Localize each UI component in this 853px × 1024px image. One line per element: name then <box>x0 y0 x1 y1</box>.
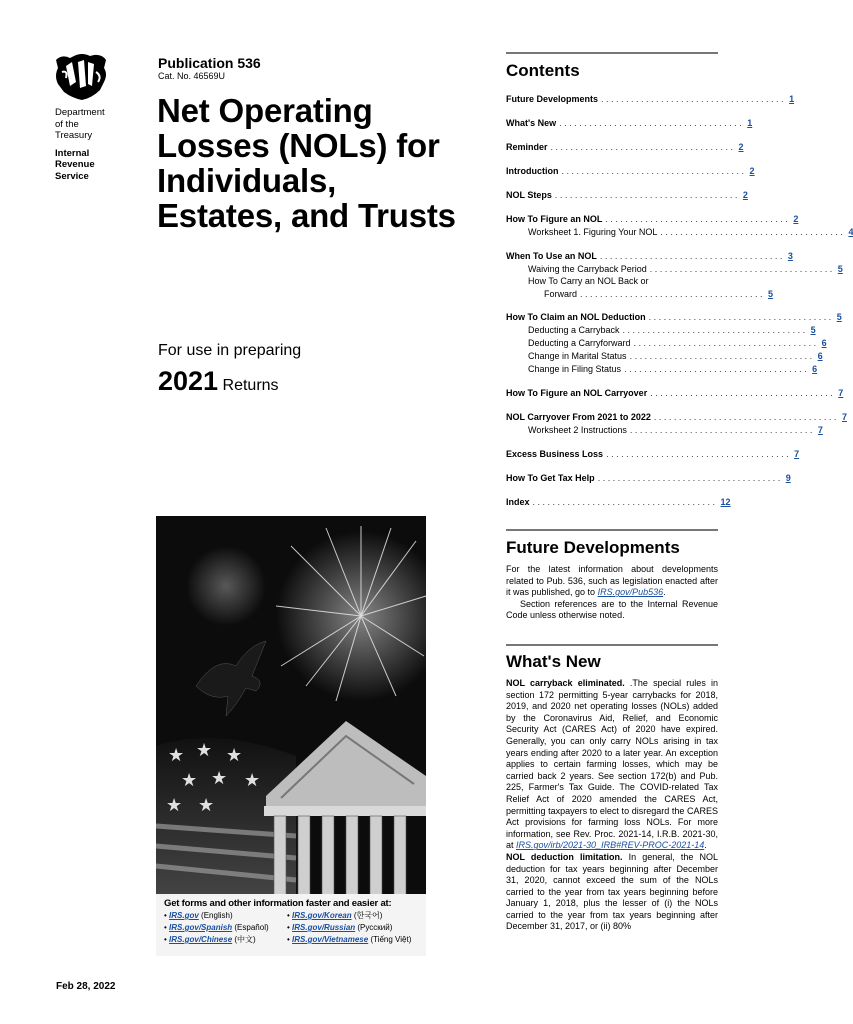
svg-text:★: ★ <box>226 745 243 766</box>
irs-link-chinese[interactable]: IRS.gov/Chinese <box>169 935 233 944</box>
toc-page-link[interactable]: 6 <box>821 338 827 348</box>
dept-line: Department <box>55 107 105 118</box>
irs-link-russian[interactable]: IRS.gov/Russian <box>292 923 356 932</box>
future-section <box>506 564 718 622</box>
get-forms-heading: Get forms and other information faster and easier at: <box>164 898 392 909</box>
returns-label: Returns <box>222 377 279 394</box>
irs-line: Internal <box>55 147 90 159</box>
toc-entry[interactable]: When To Use an NOL ..................................... 3 <box>506 251 793 261</box>
limitation-lead: NOL deduction limitation. <box>506 851 623 862</box>
irs-link-korean[interactable]: IRS.gov/Korean <box>292 911 352 920</box>
dept-line: Treasury <box>55 130 93 141</box>
toc-page-link[interactable]: 1 <box>747 118 753 128</box>
future-heading: Future Developments <box>506 538 680 557</box>
svg-text:★: ★ <box>244 770 261 791</box>
toc-page-link[interactable]: 2 <box>749 166 755 176</box>
fireworks-eagle-capitol-image <box>156 516 426 896</box>
limitation-paragraph: NOL deduction limitation. In general, the NOL deduction for tax years beginning after December 31, 2020, cannot exceed the sum of the NOLs carried to the year from tax years beginning before January 1, 2018, plus the lesser of (i) the NOLs carried to the year from tax years beginning after December 31, 2017, or (ii) 80% <box>506 851 718 932</box>
irs-eagle-logo <box>52 52 110 102</box>
svg-text:★: ★ <box>198 795 215 816</box>
svg-text:★: ★ <box>181 770 198 791</box>
toc-page-link[interactable]: 5 <box>837 264 843 274</box>
tax-year <box>158 366 279 397</box>
toc-subentry[interactable]: Forward ..................................... 5 <box>544 289 774 299</box>
toc-entry[interactable]: Introduction ..................................... 2 <box>506 166 755 176</box>
irs-line: Service <box>55 170 89 182</box>
toc-entry[interactable]: How To Get Tax Help ..................................... 9 <box>506 473 791 483</box>
dept-line: of the <box>55 118 79 130</box>
page-title: Net Operating Losses (NOLs) for Individuals, Estates, and Trusts <box>157 92 456 234</box>
catalog-number: Cat. No. 46569U <box>158 71 226 81</box>
whatsnew-section <box>506 678 718 933</box>
toc-entry[interactable]: Excess Business Loss ..................................... 7 <box>506 449 800 459</box>
svg-text:★: ★ <box>166 795 183 816</box>
toc-subentry[interactable]: Worksheet 2 Instructions ..................................... 7 <box>528 425 823 435</box>
toc-page-link[interactable]: 2 <box>738 142 744 152</box>
whatsnew-rule <box>506 644 718 646</box>
toc-page-link[interactable]: 1 <box>789 94 795 104</box>
toc-subentry: How To Carry an NOL Back or <box>528 276 649 286</box>
toc-page-link[interactable]: 5 <box>768 289 774 299</box>
year-value: 2021 <box>158 366 219 396</box>
toc-entry[interactable]: What's New ..................................... 1 <box>506 118 753 128</box>
svg-text:★: ★ <box>211 768 228 789</box>
agency-block <box>55 107 125 182</box>
irs-link-english[interactable]: IRS.gov <box>169 911 199 920</box>
carryback-lead: NOL carryback eliminated. <box>506 678 625 688</box>
toc-entry[interactable]: How To Claim an NOL Deduction ..................................... 5 <box>506 312 842 322</box>
contents-rule <box>506 52 718 54</box>
toc-page-link[interactable]: 12 <box>720 497 731 507</box>
toc-entry[interactable]: NOL Steps ..................................... 2 <box>506 190 748 200</box>
toc-subentry[interactable]: Change in Marital Status ..................................... 6 <box>528 351 823 361</box>
toc-entry[interactable]: How To Figure an NOL Carryover ..................................... 7 <box>506 388 844 398</box>
toc-entry[interactable]: Future Developments ..................................... 1 <box>506 94 795 104</box>
toc-entry[interactable]: NOL Carryover From 2021 to 2022 ..................................... 7 <box>506 412 847 422</box>
whatsnew-heading: What's New <box>506 652 601 671</box>
contents-heading: Contents <box>506 61 580 80</box>
pub536-link[interactable]: IRS.gov/Pub536 <box>597 587 664 598</box>
publication-number: Publication 536 <box>158 55 261 71</box>
toc-page-link[interactable]: 2 <box>742 190 748 200</box>
irs-line: Revenue <box>55 159 95 170</box>
irs-link-vietnamese[interactable]: IRS.gov/Vietnamese <box>292 935 369 944</box>
toc-page-link[interactable]: 7 <box>838 388 844 398</box>
language-links-col1: • IRS.gov (English) • IRS.gov/Spanish (Español) • IRS.gov/Chinese (中文) <box>164 911 269 944</box>
toc-page-link[interactable]: 5 <box>836 312 842 322</box>
toc-subentry[interactable]: Deducting a Carryforward ..................................... 6 <box>528 338 827 348</box>
toc-subentry[interactable]: Deducting a Carryback ..................................... 5 <box>528 325 816 335</box>
carryback-paragraph: NOL carryback eliminated. .The special rules in section 172 permitting 5-year carrybacks for 2018, 2019, and 2020 net operating losses (NOLs) added by the Coronavirus Aid, Relief, and Economic Security Act (CARES Act) of 2020 have expired. Generally, you can only carry NOLs arising in tax years ending after 2020 to a later year. An exception applies to certain farming losses, which may be carried back 2 years. See section 172(b) and Pub. 225, Farmer's Tax Guide. The COVID-related Tax Relief Act of 2020 amended the CARES Act, permitting taxpayers to elect to disregard the CARES Act provisions for farming loss NOLs. For more information, see Rev. Proc. 2021-14, I.R.B. 2021-30, at IRS.gov/irb/2021-30_IRB#REV-PROC-2021-14. <box>506 678 718 851</box>
cover-illustration <box>156 516 426 956</box>
get-forms-box <box>156 894 426 956</box>
toc-page-link[interactable]: 7 <box>817 425 823 435</box>
toc-page-link[interactable]: 7 <box>794 449 800 459</box>
toc-entry[interactable]: Index ..................................... 12 <box>506 497 731 507</box>
irb-link[interactable]: IRS.gov/irb/2021-30_IRB#REV-PROC-2021-14 <box>516 840 705 851</box>
future-paragraph: For the latest information about developments related to Pub. 536, such as legislation enacted after it was published, go to IRS.gov/Pub536. <box>506 564 718 598</box>
revision-date: Feb 28, 2022 <box>56 981 116 992</box>
toc-page-link[interactable]: 3 <box>787 251 793 261</box>
toc-subentry[interactable]: Change in Filing Status ..................................... 6 <box>528 364 818 374</box>
svg-text:★: ★ <box>168 745 185 766</box>
toc-page-link[interactable]: 5 <box>810 325 816 335</box>
svg-text:★: ★ <box>196 740 213 761</box>
for-use-text: For use in preparing <box>158 342 302 359</box>
toc-page-link[interactable]: 4 <box>848 227 853 237</box>
toc-page-link[interactable]: 6 <box>817 351 823 361</box>
toc-entry[interactable]: How To Figure an NOL ..................................... 2 <box>506 214 799 224</box>
toc-subentry[interactable]: Worksheet 1. Figuring Your NOL ..................................... 4 <box>528 227 853 237</box>
toc-subentry[interactable]: Waiving the Carryback Period ..................................... 5 <box>528 264 843 274</box>
toc-page-link[interactable]: 2 <box>793 214 799 224</box>
toc-page-link[interactable]: 6 <box>812 364 818 374</box>
toc-page-link[interactable]: 9 <box>785 473 791 483</box>
language-links-col2: • IRS.gov/Korean (한국어) • IRS.gov/Russian (Русский) • IRS.gov/Vietnamese (Tiếng Việt) <box>287 911 412 944</box>
toc-entry[interactable]: Reminder ..................................... 2 <box>506 142 744 152</box>
toc-page-link[interactable]: 7 <box>841 412 847 422</box>
future-rule <box>506 529 718 531</box>
section-references-paragraph: Section references are to the Internal Revenue Code unless otherwise noted. <box>506 598 718 621</box>
irs-link-spanish[interactable]: IRS.gov/Spanish <box>169 923 233 932</box>
